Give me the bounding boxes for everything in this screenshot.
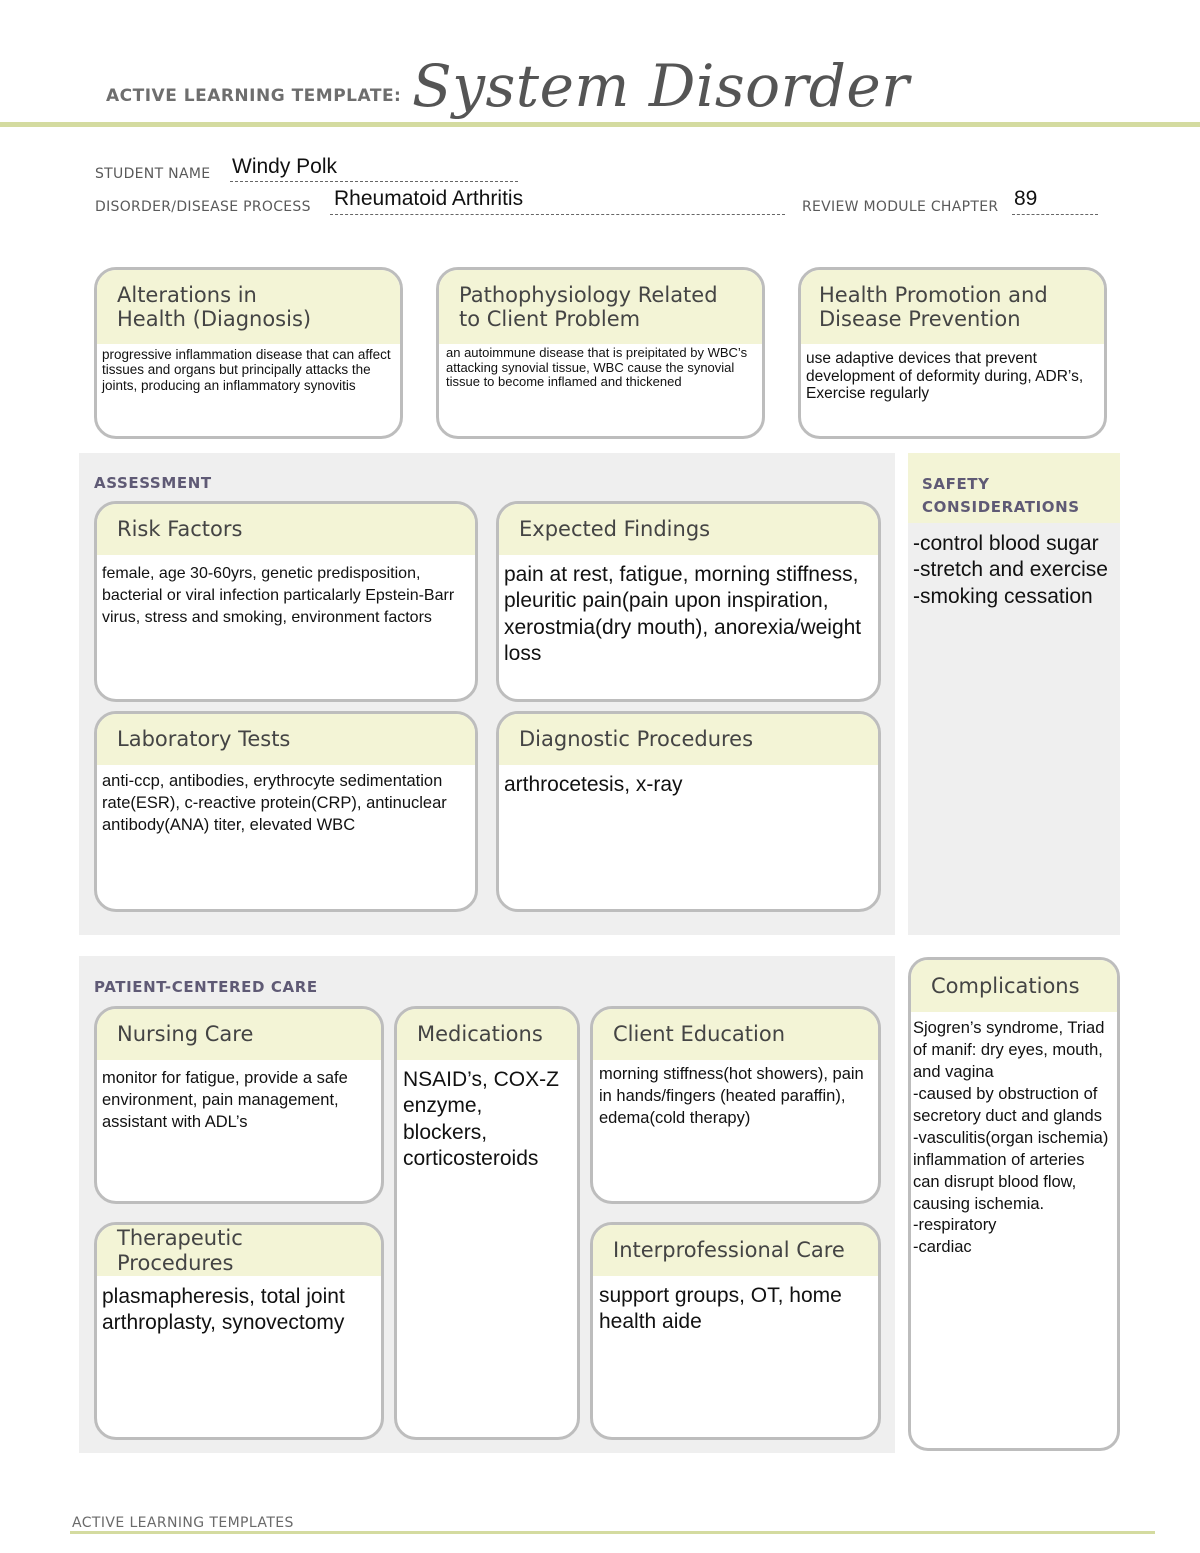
medications-body[interactable]: NSAID’s, COX-Z enzyme, blockers, corticosteroids xyxy=(403,1068,559,1170)
safety-panel xyxy=(908,453,1120,935)
student-name-line xyxy=(230,181,518,182)
laboratory-tests-title: Laboratory Tests xyxy=(97,714,475,765)
chapter-label: REVIEW MODULE CHAPTER xyxy=(802,199,999,215)
safety-label: SAFETY CONSIDERATIONS xyxy=(922,475,1080,516)
complications-title: Complications xyxy=(911,960,1117,1012)
health-promotion-title: Health Promotion and Disease Prevention xyxy=(801,270,1104,344)
expected-findings-box xyxy=(496,501,881,702)
expected-findings-body[interactable]: pain at rest, fatigue, morning stiffness, pleuritic pain(pain upon inspiration, xerostmia(dry mouth), anorexia/weight loss xyxy=(504,563,862,665)
student-name-label: STUDENT NAME xyxy=(95,166,211,182)
footer-label: ACTIVE LEARNING TEMPLATES xyxy=(72,1515,294,1531)
chapter-value[interactable]: 89 xyxy=(1014,187,1038,210)
disorder-value[interactable]: Rheumatoid Arthritis xyxy=(334,187,524,210)
health-promotion-box xyxy=(798,267,1107,439)
nursing-care-body[interactable]: monitor for fatigue, provide a safe environment, pain management, assistant with ADL’s xyxy=(102,1069,348,1131)
laboratory-tests-body[interactable]: anti-ccp, antibodies, erythrocyte sedimentation rate(ESR), c-reactive protein(CRP), antinuclear antibody(ANA) titer, elevated WBC xyxy=(102,772,447,834)
assessment-label: ASSESSMENT xyxy=(94,474,212,492)
alterations-title: Alterations in Health (Diagnosis) xyxy=(97,270,400,344)
interprofessional-care-box xyxy=(590,1222,881,1440)
complications-body[interactable]: Sjogren’s syndrome, Triad of manif: dry eyes, mouth, and vagina -caused by obstruction of secretory duct and glands -vasculitis(organ ischemia) inflammation of arteries can disrupt blood flow, causing ischemia. -respiratory -cardiac xyxy=(913,1019,1109,1257)
disorder-label: DISORDER/DISEASE PROCESS xyxy=(95,199,311,215)
nursing-care-box xyxy=(94,1006,384,1204)
expected-findings-title: Expected Findings xyxy=(499,504,878,555)
diagnostic-procedures-box xyxy=(496,711,881,912)
interprofessional-care-body[interactable]: support groups, OT, home health aide xyxy=(599,1284,842,1334)
risk-factors-title: Risk Factors xyxy=(97,504,475,555)
medications-title: Medications xyxy=(397,1009,577,1060)
template-label: ACTIVE LEARNING TEMPLATE: xyxy=(106,86,402,106)
therapeutic-procedures-body[interactable]: plasmapheresis, total joint arthroplasty, synovectomy xyxy=(102,1285,345,1335)
nursing-care-title: Nursing Care xyxy=(97,1009,381,1060)
alterations-box xyxy=(94,267,403,439)
risk-factors-box xyxy=(94,501,478,702)
diagnostic-procedures-title: Diagnostic Procedures xyxy=(499,714,878,765)
page-title: System Disorder xyxy=(412,52,910,120)
student-name-value[interactable]: Windy Polk xyxy=(232,155,338,178)
therapeutic-procedures-title: Therapeutic Procedures xyxy=(97,1225,381,1276)
client-education-body[interactable]: morning stiffness(hot showers), pain in hands/fingers (heated paraffin), edema(cold therapy) xyxy=(599,1065,864,1127)
pathophysiology-body[interactable]: an autoimmune disease that is preipitated by WBC’s attacking synovial tissue, WBC cause the synovial tissue to become inflamed and thickened xyxy=(446,345,748,390)
risk-factors-body[interactable]: female, age 30-60yrs, genetic predisposition, bacterial or viral infection particalarly Epstein-Barr virus, stress and smoking, environment factors xyxy=(102,565,455,626)
laboratory-tests-box xyxy=(94,711,478,912)
diagnostic-procedures-body[interactable]: arthrocetesis, x-ray xyxy=(504,773,683,796)
client-education-title: Client Education xyxy=(593,1009,878,1060)
client-education-box xyxy=(590,1006,881,1204)
alterations-body[interactable]: progressive inflammation disease that can affect tissues and organs but principally attacks the joints, producing an inflammatory synovitis xyxy=(102,347,391,393)
footer-divider xyxy=(70,1531,1155,1534)
pathophysiology-box xyxy=(436,267,765,439)
medications-box xyxy=(394,1006,580,1440)
safety-body[interactable]: -control blood sugar -stretch and exercise -smoking cessation xyxy=(913,532,1108,608)
patient-care-label: PATIENT-CENTERED CARE xyxy=(94,978,318,996)
therapeutic-procedures-box xyxy=(94,1222,384,1440)
complications-box xyxy=(908,957,1120,1451)
header-divider xyxy=(0,122,1200,127)
disorder-line xyxy=(330,214,785,215)
health-promotion-body[interactable]: use adaptive devices that prevent development of deformity during, ADR’s, Exercise regularly xyxy=(806,350,1084,402)
interprofessional-care-title: Interprofessional Care xyxy=(593,1225,878,1276)
pathophysiology-title: Pathophysiology Related to Client Problem xyxy=(439,270,762,344)
chapter-line xyxy=(1012,214,1098,215)
